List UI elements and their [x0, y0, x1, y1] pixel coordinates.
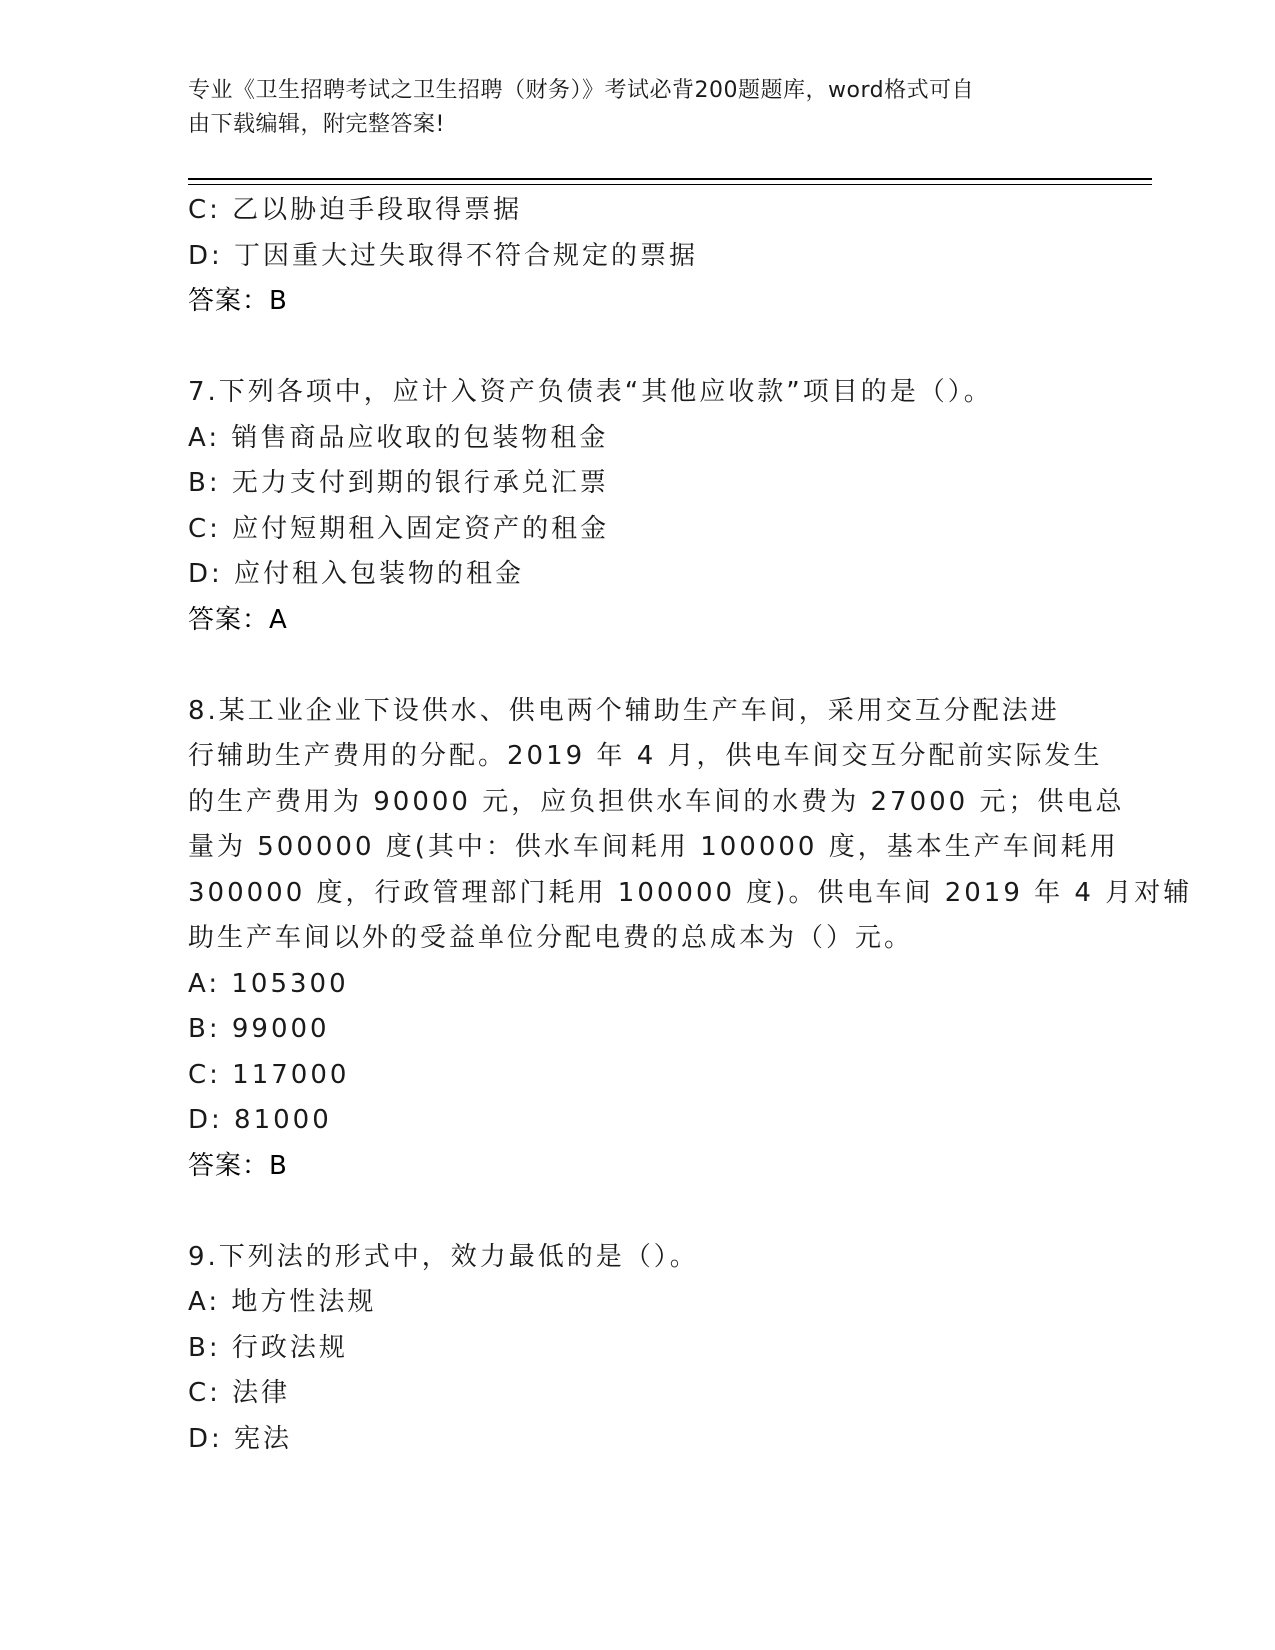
document-header	[188, 74, 1068, 142]
q9-option-c: C: 法律	[188, 1378, 291, 1408]
q8-answer: 答案：B	[188, 1150, 288, 1181]
spacer	[188, 325, 1088, 371]
q8-option-c: C: 117000	[188, 1059, 350, 1090]
q8-stem-line-2: 行辅助生产费用的分配。2019 年 4 月，供电车间交互分配前实际发生	[188, 741, 1103, 771]
question-8	[188, 689, 1193, 1190]
q7-option-d: D: 应付租入包装物的租金	[188, 559, 525, 589]
header-divider-thick	[188, 178, 1152, 180]
question-9	[188, 1235, 1088, 1463]
q8-option-d: D: 81000	[188, 1105, 332, 1135]
q7-answer: 答案：A	[188, 604, 288, 635]
q6-option-c: C: 乙以胁迫手段取得票据	[188, 195, 523, 225]
q7-option-b: B: 无力支付到期的银行承兑汇票	[188, 468, 609, 498]
q7-option-a: A: 销售商品应收取的包装物租金	[188, 422, 609, 453]
q9-option-d: D: 宪法	[188, 1423, 293, 1454]
q9-stem: 9.下列法的形式中，效力最低的是（）。	[188, 1241, 699, 1272]
q7-option-c: C: 应付短期租入固定资产的租金	[188, 513, 610, 544]
q8-option-a: A: 105300	[188, 968, 349, 999]
q8-stem-line-1: 8.某工业企业下设供水、供电两个辅助生产车间，采用交互分配法进	[188, 695, 1060, 726]
q8-stem-line-6: 助生产车间以外的受益单位分配电费的总成本为（）元。	[188, 923, 914, 953]
q8-stem-line-3: 的生产费用为 90000 元，应负担供水车间的水费为 27000 元；供电总	[188, 786, 1125, 817]
question-7	[188, 370, 1088, 643]
question-6-tail	[188, 188, 1088, 325]
q8-stem-line-4: 量为 500000 度(其中：供水车间耗用 100000 度，基本生产车间耗用	[188, 832, 1119, 862]
spacer	[188, 643, 1088, 689]
q9-option-b: B: 行政法规	[188, 1332, 348, 1363]
q7-stem: 7.下列各项中，应计入资产负债表“其他应收款”项目的是（）。	[188, 377, 993, 407]
q6-option-d: D: 丁因重大过失取得不符合规定的票据	[188, 240, 699, 271]
spacer	[188, 1189, 1088, 1235]
q9-option-a: A: 地方性法规	[188, 1287, 377, 1317]
q8-option-b: B: 99000	[188, 1014, 330, 1044]
header-line-1: 专业《卫生招聘考试之卫生招聘（财务）》考试必背200题题库，word格式可自	[188, 78, 975, 103]
header-divider-thin	[188, 184, 1152, 185]
q8-stem-line-5: 300000 度，行政管理部门耗用 100000 度)。供电车间 2019 年 4 月对辅	[188, 877, 1193, 908]
header-line-2: 由下载编辑，附完整答案!	[188, 112, 445, 137]
q6-answer: 答案：B	[188, 286, 288, 316]
question-content	[188, 188, 1193, 1462]
